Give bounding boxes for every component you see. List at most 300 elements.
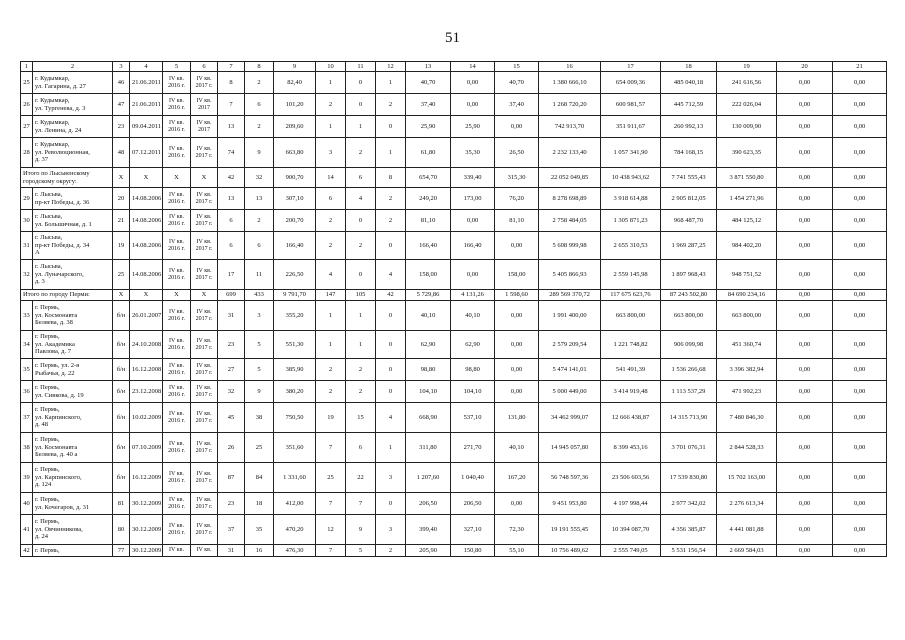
table-cell: 289 569 370,72 <box>539 290 601 301</box>
column-number: 17 <box>601 62 661 72</box>
table-row <box>21 301 887 331</box>
table-cell: IV кв. 2016 г. <box>163 72 191 94</box>
table-cell: 07.10.2009 <box>130 433 163 463</box>
table-cell: 55,10 <box>495 545 539 557</box>
table-cell: 37,40 <box>495 94 539 116</box>
table-cell: 1 <box>316 116 346 138</box>
table-cell: 0,00 <box>833 403 887 433</box>
address-cell: г. Кудымкар, ул. Тургенева, д. 3 <box>33 94 113 116</box>
table-cell: 2 579 209,54 <box>539 331 601 359</box>
table-cell: 6 <box>346 433 376 463</box>
table-cell: 4 356 385,87 <box>661 515 717 545</box>
table-cell: 2 <box>346 138 376 168</box>
table-cell: 25 <box>245 433 274 463</box>
address-cell: г. Пермь, ул. Кочегаров, д. 31 <box>33 493 113 515</box>
table-cell: IV кв. 2017 г. <box>191 331 218 359</box>
table-cell: 7 <box>316 493 346 515</box>
table-cell: 2 977 342,02 <box>661 493 717 515</box>
table-row <box>21 545 887 557</box>
table-cell: 0,00 <box>833 359 887 381</box>
table-cell: 390 623,35 <box>717 138 777 168</box>
table-cell: 663 800,00 <box>601 301 661 331</box>
table-cell: 784 168,15 <box>661 138 717 168</box>
table-cell: 2 <box>316 94 346 116</box>
table-cell: 0,00 <box>495 381 539 403</box>
table-cell: 6 <box>346 168 376 188</box>
table-cell: 0,00 <box>777 116 833 138</box>
table-cell: 600 981,57 <box>601 94 661 116</box>
table-cell: 0 <box>376 381 406 403</box>
table-cell: 07.12.2011 <box>130 138 163 168</box>
address-cell: г. Пермь, ул. Карпинского, д. 124 <box>33 463 113 493</box>
table-cell: 0,00 <box>777 433 833 463</box>
table-cell: 15 702 163,00 <box>717 463 777 493</box>
table-cell: 48 <box>113 138 130 168</box>
table-cell: 77 <box>113 545 130 557</box>
table-cell: 8 <box>218 72 245 94</box>
table-cell: 14.08.2006 <box>130 188 163 210</box>
address-cell: г. Кудымкар, ул. Революционная, д. 37 <box>33 138 113 168</box>
table-cell: 16 <box>245 545 274 557</box>
table-cell: 41 <box>21 515 33 545</box>
table-cell: 15 <box>346 403 376 433</box>
table-cell: 399,40 <box>406 515 451 545</box>
table-cell: 3 <box>316 138 346 168</box>
table-cell: X <box>191 290 218 301</box>
table-cell: 2 <box>245 116 274 138</box>
table-row <box>21 188 887 210</box>
table-cell: 3 871 550,80 <box>717 168 777 188</box>
table-cell: 98,80 <box>451 359 495 381</box>
table-cell: 6 <box>245 94 274 116</box>
table-cell: X <box>113 290 130 301</box>
table-cell: 2 <box>316 381 346 403</box>
column-number: 16 <box>539 62 601 72</box>
table-cell: 1 221 748,82 <box>601 331 661 359</box>
table-cell: 98,80 <box>406 359 451 381</box>
column-number: 14 <box>451 62 495 72</box>
table-cell: IV кв. 2016 г. <box>163 515 191 545</box>
address-cell: г. Кудымкар, ул. Гагарина, д. 27 <box>33 72 113 94</box>
table-cell: 0,00 <box>777 493 833 515</box>
table-cell: X <box>130 290 163 301</box>
table-cell: 14.08.2006 <box>130 232 163 260</box>
table-cell: б/н <box>113 301 130 331</box>
table-cell: 8 278 698,89 <box>539 188 601 210</box>
table-cell: 1 207,60 <box>406 463 451 493</box>
table-cell: 1 268 720,20 <box>539 94 601 116</box>
table-cell: 5 <box>245 359 274 381</box>
table-cell: X <box>191 168 218 188</box>
table-cell: 150,80 <box>451 545 495 557</box>
table-cell: 37,40 <box>406 94 451 116</box>
table-cell: X <box>163 168 191 188</box>
table-cell: IV кв. 2017 г. <box>191 463 218 493</box>
table-cell: 0,00 <box>777 232 833 260</box>
table-cell: IV кв. 2017 г. <box>191 433 218 463</box>
address-cell: г. Пермь, ул. Карпинского, д. 48 <box>33 403 113 433</box>
table-cell: 412,00 <box>274 493 316 515</box>
table-cell: 1 305 871,23 <box>601 210 661 232</box>
table-cell: 0 <box>346 210 376 232</box>
column-number: 18 <box>661 62 717 72</box>
table-cell: 311,80 <box>406 433 451 463</box>
table-cell: 1 <box>346 331 376 359</box>
table-cell: 260 992,13 <box>661 116 717 138</box>
table-cell: 2 844 528,33 <box>717 433 777 463</box>
table-cell: 551,30 <box>274 331 316 359</box>
table-cell: 6 <box>218 210 245 232</box>
table-cell: 166,40 <box>451 232 495 260</box>
table-cell: X <box>113 168 130 188</box>
table-cell: 0,00 <box>833 493 887 515</box>
table-cell: 11 <box>245 260 274 290</box>
table-row <box>21 331 887 359</box>
table-cell: 0,00 <box>777 545 833 557</box>
table-cell: 0,00 <box>777 260 833 290</box>
table-cell: 1 <box>376 138 406 168</box>
table-row <box>21 433 887 463</box>
table-cell: 37 <box>218 515 245 545</box>
table-cell: 30.12.2009 <box>130 515 163 545</box>
table-cell: 2 <box>316 210 346 232</box>
table-cell: 0,00 <box>777 403 833 433</box>
table-cell: 5 729,86 <box>406 290 451 301</box>
table-cell: 38 <box>245 403 274 433</box>
table-cell: 14.08.2006 <box>130 210 163 232</box>
table-cell: 34 <box>21 331 33 359</box>
table-cell: 7 480 846,30 <box>717 403 777 433</box>
table-cell: 984 402,20 <box>717 232 777 260</box>
table-cell: 105 <box>346 290 376 301</box>
table-cell: 3 <box>376 463 406 493</box>
table-cell: 2 <box>346 232 376 260</box>
table-cell: 900,70 <box>274 168 316 188</box>
table-cell: 30.12.2009 <box>130 493 163 515</box>
table-cell: 1 113 537,29 <box>661 381 717 403</box>
table-cell: б/н <box>113 403 130 433</box>
column-number: 6 <box>191 62 218 72</box>
table-cell: 25 <box>316 463 346 493</box>
table-cell: 0,00 <box>495 493 539 515</box>
table-cell: 28 <box>21 138 33 168</box>
table-cell: 0,00 <box>833 463 887 493</box>
table-cell: 0,00 <box>495 331 539 359</box>
table-cell: 20 <box>113 188 130 210</box>
table-cell: 7 <box>346 493 376 515</box>
table-cell: 10 438 943,62 <box>601 168 661 188</box>
table-cell: 30 <box>21 210 33 232</box>
table-cell: 4 441 081,88 <box>717 515 777 545</box>
table-cell: 39 <box>21 463 33 493</box>
table-cell: 23 <box>218 331 245 359</box>
table-cell: 0,00 <box>777 138 833 168</box>
table-cell: 1 897 968,43 <box>661 260 717 290</box>
table-cell: 5 <box>245 331 274 359</box>
table-cell: 3 701 076,31 <box>661 433 717 463</box>
table-cell: 485 040,18 <box>661 72 717 94</box>
table-cell: IV кв. 2016 г. <box>163 493 191 515</box>
table-cell: 451 360,74 <box>717 331 777 359</box>
table-cell: 173,00 <box>451 188 495 210</box>
table-cell: 104,10 <box>406 381 451 403</box>
table-cell: 167,20 <box>495 463 539 493</box>
table-row <box>21 260 887 290</box>
table-cell: 7 <box>316 545 346 557</box>
table-cell: 6 <box>218 232 245 260</box>
table-cell: 351,60 <box>274 433 316 463</box>
column-number: 10 <box>316 62 346 72</box>
table-cell: IV кв. 2016 г. <box>163 138 191 168</box>
table-cell: 0,00 <box>833 545 887 557</box>
table-cell: 23 <box>218 493 245 515</box>
table-cell: 23 506 603,56 <box>601 463 661 493</box>
table-cell: 226,50 <box>274 260 316 290</box>
table-cell: 26 <box>21 94 33 116</box>
address-cell: г. Лысьва, пр-кт Победы, д. 34 А <box>33 232 113 260</box>
table-cell: IV кв. 2017 г. <box>191 210 218 232</box>
table-cell: 1 380 666,10 <box>539 72 601 94</box>
table-cell: 2 <box>346 381 376 403</box>
table-cell: 9 <box>245 138 274 168</box>
table-row <box>21 359 887 381</box>
table-cell: 0 <box>376 232 406 260</box>
table-cell: 26,50 <box>495 138 539 168</box>
table-cell: X <box>163 290 191 301</box>
table-cell: 906 099,98 <box>661 331 717 359</box>
table-cell: 56 748 597,36 <box>539 463 601 493</box>
column-number: 11 <box>346 62 376 72</box>
column-number: 15 <box>495 62 539 72</box>
table-cell: 1 <box>316 301 346 331</box>
table-cell: 09.04.2011 <box>130 116 163 138</box>
table-cell: 1 <box>376 433 406 463</box>
table-cell: 21.06.2011 <box>130 72 163 94</box>
column-number: 19 <box>717 62 777 72</box>
table-cell: б/н <box>113 433 130 463</box>
table-cell: 654,70 <box>406 168 451 188</box>
table-cell: 0 <box>376 116 406 138</box>
table-cell: 4 197 998,44 <box>601 493 661 515</box>
table-cell: 26 <box>218 433 245 463</box>
table-cell: 35 <box>21 359 33 381</box>
table-cell: IV кв. 2017 г. <box>191 381 218 403</box>
table-cell: 0 <box>346 94 376 116</box>
column-number: 4 <box>130 62 163 72</box>
table-cell: 1 <box>316 331 346 359</box>
table-cell: 315,30 <box>495 168 539 188</box>
table-row <box>21 210 887 232</box>
table-cell: 0 <box>346 260 376 290</box>
table-cell: 25 <box>21 72 33 94</box>
table-cell: 33 <box>21 301 33 331</box>
table-cell: 1 969 287,25 <box>661 232 717 260</box>
table-cell: 2 <box>376 94 406 116</box>
table-cell: IV кв. 2017 г. <box>191 138 218 168</box>
table-cell: 4 <box>316 260 346 290</box>
table-cell: IV кв. 2017 <box>191 116 218 138</box>
table-cell: 0 <box>376 359 406 381</box>
table-row <box>21 138 887 168</box>
table-cell: 87 243 502,80 <box>661 290 717 301</box>
table-cell: 0,00 <box>451 94 495 116</box>
table-row <box>21 116 887 138</box>
table-cell: 2 276 613,34 <box>717 493 777 515</box>
table-cell: 2 <box>316 359 346 381</box>
table-cell: 9 451 953,80 <box>539 493 601 515</box>
table-cell: 13 <box>218 116 245 138</box>
table-cell: 355,20 <box>274 301 316 331</box>
table-cell: 699 <box>218 290 245 301</box>
table-cell: 38 <box>21 433 33 463</box>
table-cell: 14 <box>316 168 346 188</box>
table-cell: 81 <box>113 493 130 515</box>
subtotal-row <box>21 168 887 188</box>
table-cell: 31 <box>21 232 33 260</box>
column-number: 7 <box>218 62 245 72</box>
table-cell: 4 131,26 <box>451 290 495 301</box>
table-cell: 21 <box>113 210 130 232</box>
table-cell: IV кв. 2017 г. <box>191 188 218 210</box>
table-cell: 5 000 449,00 <box>539 381 601 403</box>
table-cell: 19 <box>113 232 130 260</box>
table-cell: 22 052 049,85 <box>539 168 601 188</box>
table-cell: 0,00 <box>833 210 887 232</box>
table-cell: 541 491,39 <box>601 359 661 381</box>
table-cell: 1 331,60 <box>274 463 316 493</box>
table-cell: б/н <box>113 381 130 403</box>
table-cell: 25 <box>113 260 130 290</box>
table-cell: IV кв. 2016 г. <box>163 433 191 463</box>
table-cell: 7 <box>218 94 245 116</box>
table-cell: 117 675 623,76 <box>601 290 661 301</box>
table-cell: 1 057 341,90 <box>601 138 661 168</box>
table-cell: 2 905 812,05 <box>661 188 717 210</box>
table-cell: 1 <box>316 72 346 94</box>
table-cell: 0,00 <box>833 515 887 545</box>
table-cell: 25,90 <box>451 116 495 138</box>
table-cell: 72,30 <box>495 515 539 545</box>
table-cell: 0,00 <box>777 168 833 188</box>
table-cell: 0,00 <box>777 381 833 403</box>
table-cell: 668,90 <box>406 403 451 433</box>
table-cell: 166,40 <box>274 232 316 260</box>
table-cell: IV кв. <box>163 545 191 557</box>
table-cell: 0,00 <box>833 72 887 94</box>
table-cell: 1 454 271,96 <box>717 188 777 210</box>
table-cell: 0,00 <box>833 433 887 463</box>
table-cell: 35,30 <box>451 138 495 168</box>
table-cell: 0 <box>376 331 406 359</box>
table-cell: 34 462 999,07 <box>539 403 601 433</box>
table-cell: 5 474 141,01 <box>539 359 601 381</box>
table-cell: 1 <box>376 72 406 94</box>
table-cell: 130 009,90 <box>717 116 777 138</box>
table-cell: 8 <box>376 168 406 188</box>
page-number: 51 <box>445 30 460 46</box>
column-number: 13 <box>406 62 451 72</box>
table-cell: IV кв. 2016 г. <box>163 116 191 138</box>
table-cell: 84 690 234,16 <box>717 290 777 301</box>
table-cell: IV кв. 2017 г. <box>191 72 218 94</box>
table-cell: 9 <box>346 515 376 545</box>
address-cell: г. Лысьва, ул. Большичная, д. 1 <box>33 210 113 232</box>
table-cell: 1 <box>346 301 376 331</box>
table-cell: 8 399 453,16 <box>601 433 661 463</box>
table-cell: 35 <box>245 515 274 545</box>
table-cell: 2 655 310,53 <box>601 232 661 260</box>
subtotal-row <box>21 290 887 301</box>
column-number: 5 <box>163 62 191 72</box>
table-cell: 271,70 <box>451 433 495 463</box>
table-cell: 40 <box>21 493 33 515</box>
table-cell: 40,70 <box>406 72 451 94</box>
table-cell: IV кв. 2016 г. <box>163 331 191 359</box>
table-cell: 84 <box>245 463 274 493</box>
column-number: 3 <box>113 62 130 72</box>
address-cell: г. Пермь, ул. Космонавта Беляева, д. 38 <box>33 301 113 331</box>
table-cell: 46 <box>113 72 130 94</box>
table-cell: 16.12.2008 <box>130 359 163 381</box>
table-cell: 158,00 <box>406 260 451 290</box>
table-cell: 339,40 <box>451 168 495 188</box>
table-cell: 42 <box>21 545 33 557</box>
table-cell: 241 616,56 <box>717 72 777 94</box>
column-number: 20 <box>777 62 833 72</box>
table-cell: 0,00 <box>777 290 833 301</box>
table-cell: 32 <box>245 168 274 188</box>
table-cell: 0,00 <box>833 116 887 138</box>
table-cell: 0,00 <box>777 359 833 381</box>
table-cell: 7 741 555,43 <box>661 168 717 188</box>
table-cell: 0,00 <box>833 331 887 359</box>
table-cell: 0,00 <box>833 381 887 403</box>
table-cell: 6 <box>316 188 346 210</box>
table-cell: IV кв. 2016 г. <box>163 210 191 232</box>
table-cell: 200,70 <box>274 210 316 232</box>
table-cell: 445 712,59 <box>661 94 717 116</box>
table-cell: 0,00 <box>451 210 495 232</box>
table-cell: 0,00 <box>777 515 833 545</box>
table-cell: 222 026,04 <box>717 94 777 116</box>
table-cell: 750,50 <box>274 403 316 433</box>
table-cell: 0,00 <box>833 168 887 188</box>
table-cell: 249,20 <box>406 188 451 210</box>
table-cell: 2 559 145,98 <box>601 260 661 290</box>
table-cell: 0,00 <box>833 301 887 331</box>
table-cell: 12 666 438,87 <box>601 403 661 433</box>
table-cell: 40,70 <box>495 72 539 94</box>
table-cell: IV кв. 2017 г. <box>191 301 218 331</box>
table-cell: 0,00 <box>451 72 495 94</box>
table-cell: 537,10 <box>451 403 495 433</box>
table-cell: 45 <box>218 403 245 433</box>
table-cell: 25,90 <box>406 116 451 138</box>
table-cell: 14 315 713,90 <box>661 403 717 433</box>
table-cell: IV кв. 2017 г. <box>191 260 218 290</box>
table-cell: 82,40 <box>274 72 316 94</box>
table-cell: 62,90 <box>451 331 495 359</box>
table-cell: 0,00 <box>777 301 833 331</box>
table-cell: 206,50 <box>451 493 495 515</box>
table-cell: 663,80 <box>274 138 316 168</box>
table-cell: 10.02.2009 <box>130 403 163 433</box>
address-cell: г. Лысьва, пр-кт Победы, д. 36 <box>33 188 113 210</box>
table-cell: 21.06.2011 <box>130 94 163 116</box>
address-cell: г. Пермь, ул. Космонавта Беляева, д. 40 а <box>33 433 113 463</box>
table-cell: б/н <box>113 463 130 493</box>
table-cell: 4 <box>376 260 406 290</box>
